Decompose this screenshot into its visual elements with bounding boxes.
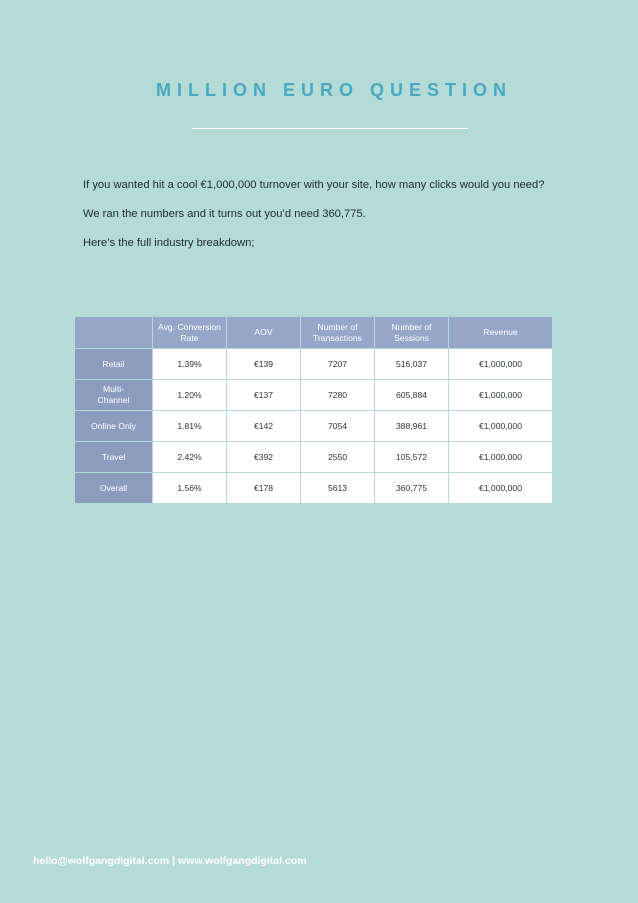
header-conversion-rate: Avg. Conversion Rate — [153, 317, 227, 349]
row-label: Overall — [75, 473, 153, 504]
intro-text — [83, 176, 555, 252]
cell-transactions: 2550 — [301, 442, 375, 473]
cell-transactions: 7207 — [301, 349, 375, 380]
row-label: Retail — [75, 349, 153, 380]
cell-sessions: 105,572 — [375, 442, 449, 473]
cell-revenue: €1,000,000 — [449, 411, 553, 442]
cell-sessions: 388,961 — [375, 411, 449, 442]
header-sessions: Number of Sessions — [375, 317, 449, 349]
cell-revenue: €1,000,000 — [449, 380, 553, 411]
cell-sessions: 516,037 — [375, 349, 449, 380]
table-header-row — [75, 317, 553, 349]
table-row — [75, 380, 553, 411]
page-title: MILLION EURO QUESTION — [155, 80, 512, 100]
table-row — [75, 349, 553, 380]
cell-transactions: 7280 — [301, 380, 375, 411]
cell-conversion-rate: 1.20% — [153, 380, 227, 411]
cell-conversion-rate: 2.42% — [153, 442, 227, 473]
cell-sessions: 605,884 — [375, 380, 449, 411]
row-label: Online Only — [75, 411, 153, 442]
cell-conversion-rate: 1.56% — [153, 473, 227, 504]
header-corner-cell — [75, 317, 153, 349]
industry-breakdown-table — [74, 316, 553, 504]
row-label: Multi-Channel — [75, 380, 153, 411]
header-aov: AOV — [227, 317, 301, 349]
cell-sessions: 360,775 — [375, 473, 449, 504]
cell-revenue: €1,000,000 — [449, 473, 553, 504]
cell-conversion-rate: 1.81% — [153, 411, 227, 442]
cell-transactions: 7054 — [301, 411, 375, 442]
footer-contact: hello@wolfgangdigital.com | www.wolfgangdigital.com — [33, 855, 307, 867]
cell-aov: €137 — [227, 380, 301, 411]
cell-aov: €178 — [227, 473, 301, 504]
table-row — [75, 473, 553, 504]
intro-paragraph-question: If you wanted hit a cool €1,000,000 turnover with your site, how many clicks would you need? — [83, 179, 545, 191]
intro-paragraph-breakdown: Here’s the full industry breakdown; — [83, 237, 255, 249]
header-revenue: Revenue — [449, 317, 553, 349]
cell-aov: €139 — [227, 349, 301, 380]
title-divider — [192, 128, 468, 129]
table-row — [75, 411, 553, 442]
row-label: Travel — [75, 442, 153, 473]
cell-revenue: €1,000,000 — [449, 442, 553, 473]
header-transactions: Number of Transactions — [301, 317, 375, 349]
cell-conversion-rate: 1.39% — [153, 349, 227, 380]
cell-revenue: €1,000,000 — [449, 349, 553, 380]
intro-paragraph-answer: We ran the numbers and it turns out you’d need 360,775. — [83, 208, 366, 220]
cell-aov: €142 — [227, 411, 301, 442]
cell-transactions: 5613 — [301, 473, 375, 504]
table-row — [75, 442, 553, 473]
cell-aov: €392 — [227, 442, 301, 473]
